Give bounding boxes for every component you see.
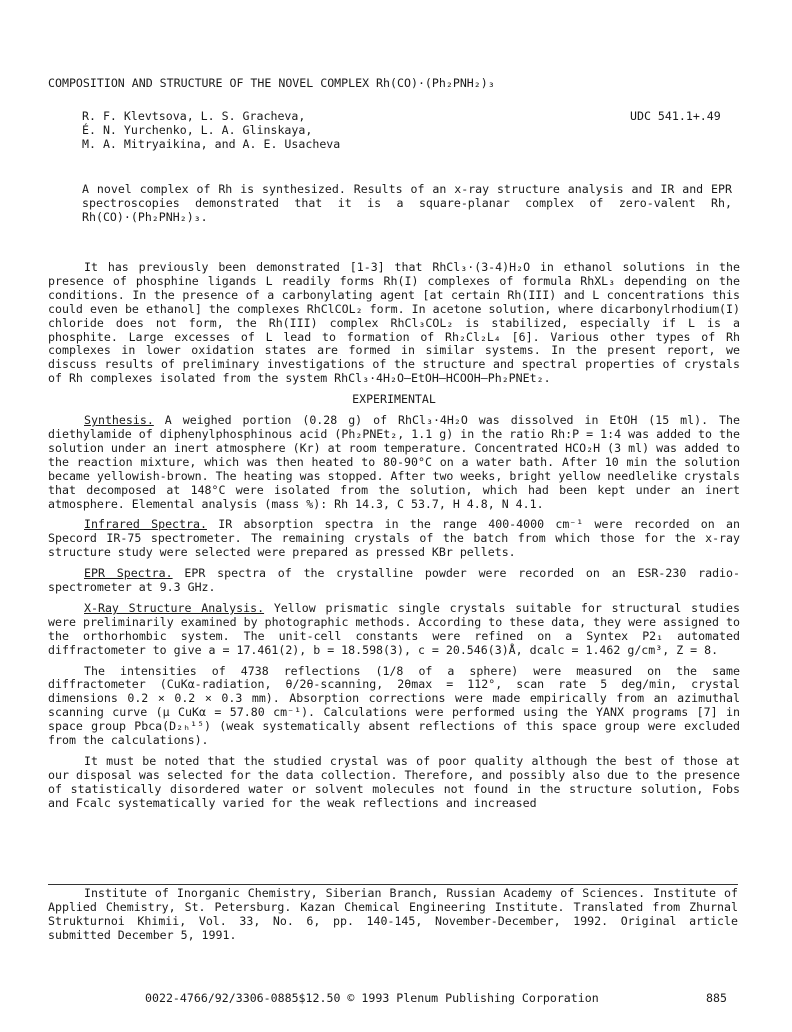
footnote-divider: [48, 884, 738, 885]
intro-paragraph: It has previously been demonstrated [1-3] that RhCl₃·(3-4)H₂O in ethanol solutions in the presence of phosphine ligands L readily forms Rh(I) complexes of formula RhXL₃ depending on the conditions. In the presence of a carbonylating agent [at certain Rh(III) and L concentrations this could even be ethanol] the complexes RhClCOL₂ form. In acetone solution, where dicarbonylrhodium(I) chloride does not form, the Rh(III) complex RhCl₃COL₂ is stabilized, especially if L is a phosphite. Large excesses of L lead to formation of Rh₂Cl₂L₄ [6]. Various other types of Rh complexes in lower oxidation states are formed in similar systems. In the present report, we discuss results of preliminary investigations of the structure and spectral properties of crystals of Rh complexes isolated from the system RhCl₃·4H₂O–EtOH–HCOOH–Ph₂PNEt₂.: [48, 260, 740, 386]
copyright-line: 0022-4766/92/3306-0885$12.50 © 1993 Plenum Publishing Corporation: [145, 991, 599, 1005]
epr-heading: EPR Spectra.: [84, 566, 173, 581]
quality-paragraph: It must be noted that the studied crystal was of poor quality although the best of those at our disposal was selected for the data collection. Therefore, and possibly also due to the presence of statistically disordered water or solvent molecules not found in the structure solution, Fobs and Fcalc systematically varied for the weak reflections and increased: [48, 754, 740, 810]
synthesis-text: A weighed portion (0.28 g) of RhCl₃·4H₂O was dissolved in EtOH (15 ml). The diethylamide of diphenylphosphinous acid (Ph₂PNEt₂, 1.1 g) in the ratio Rh:P = 1:4 was added to the solution under an inert atmosphere (Kr) at room temperature. Concentrated HCO₂H (3 ml) was added to the reaction mixture, which was then heated to 80-90°C on a water bath. After 10 min the solution became yellowish-brown. The heating was stopped. After two weeks, bright yellow needlelike crystals that decomposed at 148°C were isolated from the solution, which had been kept under an inert atmosphere. Elemental analysis (mass %): Rh 14.3, C 53.7, H 4.8, N 4.1.: [48, 413, 740, 511]
synthesis-paragraph: [48, 414, 740, 511]
author-line: É. N. Yurchenko, L. A. Glinskaya,: [82, 122, 313, 137]
author-line: R. F. Klevtsova, L. S. Gracheva,: [82, 109, 306, 123]
affiliation-footnote: Institute of Inorganic Chemistry, Siberian Branch, Russian Academy of Sciences. Institute of Applied Chemistry, St. Petersburg. Kazan Chemical Engineering Institute. Translated from Zhurnal Strukturnoi Khimii, Vol. 33, No. 6, pp. 140-145, November-December, 1992. Original article submitted December 5, 1991.: [48, 886, 738, 942]
epr-text: EPR spectra of the crystalline powder were recorded on an ESR-230 radio-spectrometer at 9.3 GHz.: [48, 566, 741, 595]
synthesis-heading: Synthesis.: [84, 413, 154, 428]
abstract: A novel complex of Rh is synthesized. Results of an x-ray structure analysis and IR and EPR spectroscopies demonstrated that it is a square-planar complex of zero-valent Rh, Rh(CO)·(Ph₂PNH₂)₃.: [82, 182, 732, 224]
main-text: [48, 261, 740, 811]
udc-code: UDC 541.1+.49: [630, 109, 721, 123]
infrared-paragraph: [48, 518, 740, 560]
xray-text: Yellow prismatic single crystals suitable for structural studies were preliminarily examined by photographic methods. According to these data, they were assigned to the orthorhombic system. The unit-cell constants were refined on a Syntex P2₁ automated diffractometer to give a = 17.461(2), b = 18.598(3), c = 20.546(3)Å, dcalc = 1.462 g/cm³, Z = 8.: [48, 600, 740, 657]
infrared-text: IR absorption spectra in the range 400-4000 cm⁻¹ were recorded on an Specord IR-75 spectrometer. The remaining crystals of the batch from which those for the x-ray structure study were selected were prepared as pressed KBr pellets.: [48, 517, 740, 560]
author-list: [82, 110, 582, 152]
article-title: COMPOSITION AND STRUCTURE OF THE NOVEL COMPLEX Rh(CO)·(Ph₂PNH₂)₃: [48, 76, 495, 90]
section-heading-experimental: EXPERIMENTAL: [352, 392, 436, 407]
xray-heading: X-Ray Structure Analysis.: [84, 600, 265, 615]
author-line: M. A. Mitryaikina, and A. E. Usacheva: [82, 136, 341, 151]
page-number: 885: [706, 991, 727, 1005]
xray-paragraph: [48, 602, 740, 658]
intensities-paragraph: The intensities of 4738 reflections (1/8 of a sphere) were measured on the same diffractometer (CuKα-radiation, θ/2θ-scanning, 2θmax = 112°, scan rate 5 deg/min, crystal dimensions 0.2 × 0.2 × 0.3 mm). Absorption corrections were made empirically from an azimuthal scanning curve (μ CuKα = 57.80 cm⁻¹). Calculations were performed using the YANX programs [7] in space group Pbca(D₂ₕ¹⁵) (weak systematically absent reflections of this space group were excluded from the calculations).: [48, 663, 740, 748]
infrared-heading: Infrared Spectra.: [84, 517, 207, 532]
epr-paragraph: [48, 567, 740, 595]
